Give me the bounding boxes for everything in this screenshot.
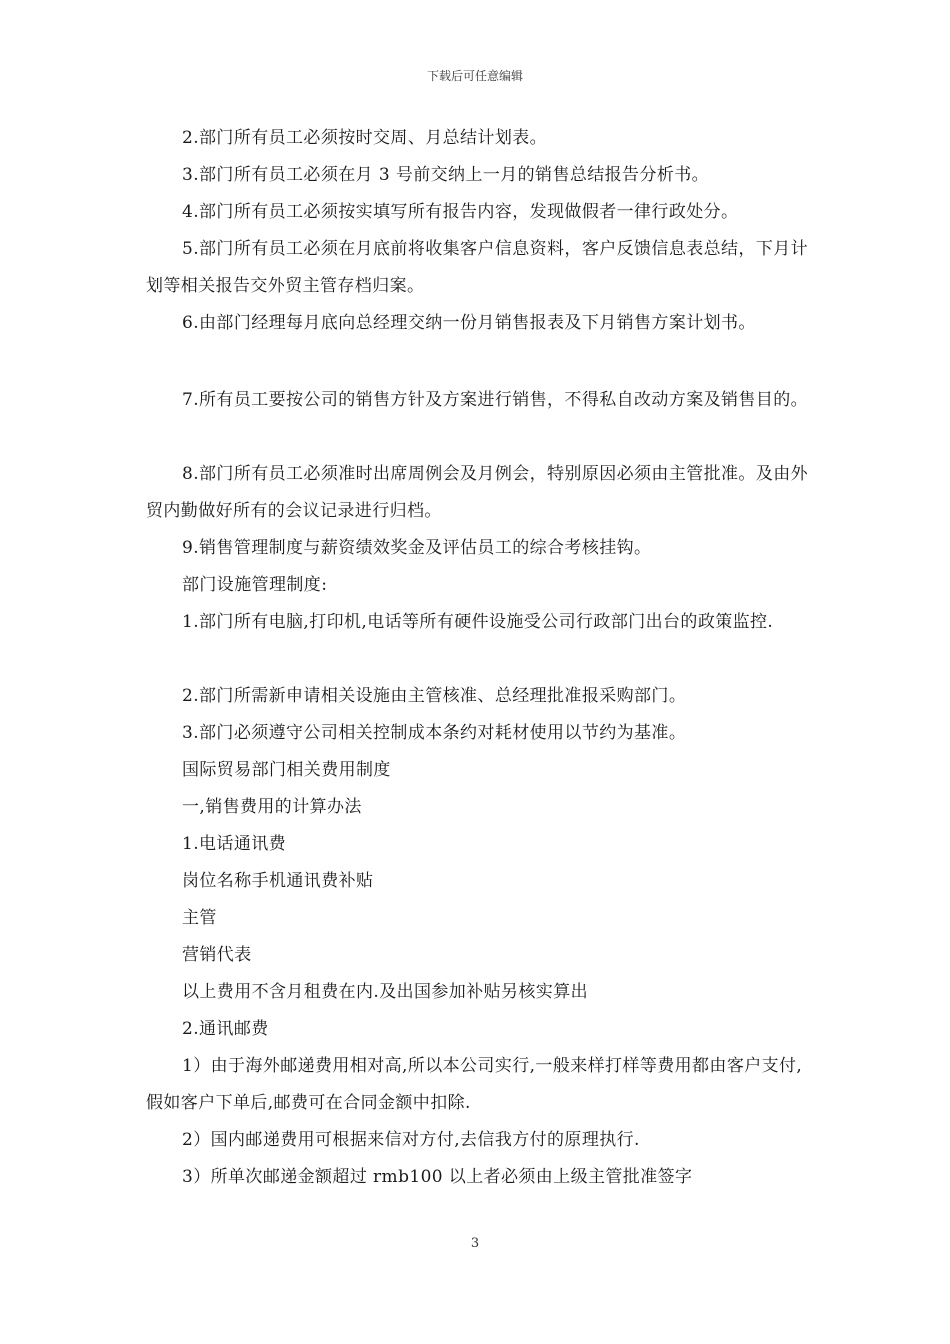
item-fee-note: 以上费用不含月租费在内.及出国参加补贴另核实算出 [182, 982, 589, 1002]
paragraph-facility-1: 1.部门所有电脑,打印机,电话等所有硬件设施受公司行政部门出台的政策监控. [182, 612, 774, 632]
paragraph-rule-6: 6.由部门经理每月底向总经理交纳一份月销售报表及下月销售方案计划书。 [182, 313, 756, 333]
postage-rule-3: 3）所单次邮递金额超过 rmb100 以上者必须由上级主管批准签字 [182, 1167, 693, 1187]
paragraph-facility-2: 2.部门所需新申请相关设施由主管核准、总经理批准报采购部门。 [182, 686, 687, 706]
page-number: 3 [470, 1236, 480, 1251]
paragraph-rule-3: 3.部门所有员工必须在月 3 号前交纳上一月的销售总结报告分析书。 [182, 165, 710, 185]
paragraph-rule-2: 2.部门所有员工必须按时交周、月总结计划表。 [182, 128, 548, 148]
page-header-note: 下载后可任意编辑 [426, 69, 523, 83]
postage-rule-2: 2）国内邮递费用可根据来信对方付,去信我方付的原理执行. [182, 1130, 640, 1150]
item-allowance-header: 岗位名称手机通讯费补贴 [182, 871, 374, 891]
item-postage: 2.通讯邮费 [182, 1019, 269, 1039]
item-supervisor: 主管 [182, 908, 217, 928]
item-phone-fee: 1.电话通讯费 [182, 834, 287, 854]
paragraph-rule-5: 5.部门所有员工必须在月底前将收集客户信息资料，客户反馈信息表总结，下月计划等相关报告交外贸主管存档归案。 [146, 239, 809, 296]
paragraph-rule-8: 8.部门所有员工必须准时出席周例会及月例会，特别原因必须由主管批准。及由外贸内勤做好所有的会议记录进行归档。 [146, 464, 809, 521]
section-heading-fees: 国际贸易部门相关费用制度 [182, 760, 391, 780]
section-heading-facilities: 部门设施管理制度: [182, 575, 328, 595]
paragraph-facility-3: 3.部门必须遵守公司相关控制成本条约对耗材使用以节约为基准。 [182, 723, 687, 743]
postage-rule-1: 1）由于海外邮递费用相对高,所以本公司实行,一般来样打样等费用都由客户支付,假如客户下单后,邮费可在合同金额中扣除. [146, 1056, 803, 1113]
paragraph-rule-4: 4.部门所有员工必须按实填写所有报告内容，发现做假者一律行政处分。 [182, 202, 739, 222]
item-sales-rep: 营销代表 [182, 945, 252, 965]
paragraph-rule-7: 7.所有员工要按公司的销售方针及方案进行销售，不得私自改动方案及销售目的。 [182, 390, 809, 410]
subheading-sales-fees: 一,销售费用的计算办法 [182, 797, 362, 817]
paragraph-rule-9: 9.销售管理制度与薪资绩效奖金及评估员工的综合考核挂钩。 [182, 538, 652, 558]
